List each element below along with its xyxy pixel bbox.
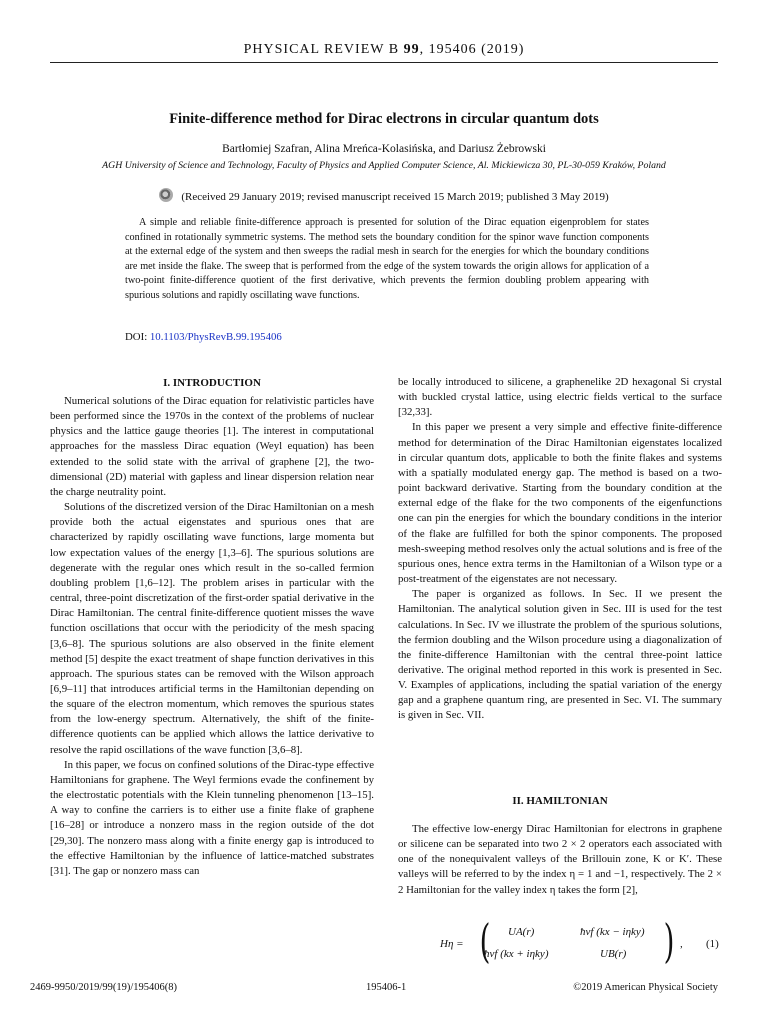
- paragraph: be locally introduced to silicene, a graphenelike 2D hexagonal Si crystal with buckled crystal lattice, using electric fields vertical to the surface [32,33].: [398, 376, 722, 419]
- paragraph: Numerical solutions of the Dirac equation for relativistic particles have been performed since the 1970s in the context of the problems of nuclear physics and the lattice gauge theories [1]. The interest in computational approaches for the massless Dirac equation (Weyl equation) has been extended to the solid state with the arrival of graphene [2], the two-dimensional (2D) material with gapless and linear dispersion relation near the charge neutrality point.: [50, 395, 374, 498]
- right-column-bottom: [398, 822, 722, 898]
- paragraph: The effective low-energy Dirac Hamiltonian for electrons in graphene or silicene can be separated into two 2 × 2 operators each associated with one of the nonequivalent valleys of the Brillouin zone, K or K′. These valleys will be referred to by the index η = 1 and −1, respectively. The 2 × 2 Hamiltonian for the valley index η takes the form [2],: [398, 823, 722, 896]
- matrix-a21: ħvf (kx + iηky): [484, 948, 549, 960]
- footer-page: 195406-1: [366, 982, 407, 993]
- footer-copyright: ©2019 American Physical Society: [573, 982, 718, 993]
- right-column-top: [398, 375, 722, 724]
- paragraph: In this paper we present a very simple and effective finite-difference method for determination of the Dirac Hamiltonian eigenstates localized in circular quantum dots, applicable to both the finite flakes and systems with a spatially modulated energy gap. The method is based on a two-point backward derivative. Starting from the boundary condition at the external edge of the flake for the two components of the eigenfunctions one can pin the energies for which the boundary conditions in the interior of the flake are fulfilled for both the spinor components. The proposed mesh-sweeping method resolves only the actual solutions and is free of the spurious ones, hence extra terms in the Hamiltonian of a Wilson type or a post-treatment of the eigenstates are not necessary.: [398, 421, 722, 586]
- section-heading-introduction: I. INTRODUCTION: [163, 377, 261, 389]
- doi-line: [125, 331, 282, 343]
- journal-article: , 195406 (2019): [419, 42, 525, 57]
- abstract: A simple and reliable finite-difference approach is presented for solution of the Dirac equation eigenproblem for states confined in rotationally symmetric systems. The method sets the boundary condition for the spinor wave function components at the external edge of the system and then sweeps the radial mesh in search for the energies for which the boundary conditions are met inside the flake. The sweep that is performed from the edge of the system towards the origin allows for application of a two-point finite-difference quotient of the first derivative, which prevents the fermion doubling problem appearing with spurious solutions and rapidly oscillating wave functions.: [125, 217, 649, 301]
- equation-lhs: Hη =: [440, 938, 464, 950]
- journal-name: PHYSICAL REVIEW B: [243, 42, 400, 57]
- authors: Bartłomiej Szafran, Alina Mreńca-Kolasińska, and Dariusz Żebrowski: [222, 143, 546, 155]
- right-paren: ): [663, 914, 675, 968]
- doi-label: DOI:: [125, 331, 150, 343]
- header-rule: [50, 62, 718, 63]
- received-dates: (Received 29 January 2019; revised manuscript received 15 March 2019; published 3 May 2019): [181, 191, 609, 203]
- paragraph: The paper is organized as follows. In Sec. II we present the Hamiltonian. The analytical solution given in Sec. III is used for the test calculations. In Sec. IV we illustrate the problem of the spurious solutions, the fermion doubling and the Wilson procedure using a diagonalization of the finite-difference Hamiltonian with the central three-point lattice derivative. The original method reported in this work is presented in Sec. V. Examples of applications, including the spatial variation of the energy gap and a graphene quantum ring, are presented in Sec. VI. The summary is given in Sec. VII.: [398, 588, 722, 722]
- matrix-a12: ħvf (kx − iηky): [580, 926, 645, 938]
- received-line: [50, 188, 718, 203]
- check-for-updates-icon[interactable]: [159, 188, 173, 202]
- left-paren: (: [479, 914, 491, 968]
- doi-link[interactable]: 10.1103/PhysRevB.99.195406: [149, 331, 282, 343]
- left-column: [50, 394, 374, 879]
- journal-volume: 99: [403, 42, 420, 57]
- footer-issn: 2469-9950/2019/99(19)/195406(8): [30, 982, 177, 993]
- paragraph: Solutions of the discretized version of the Dirac Hamiltonian on a mesh provide both the actual eigenstates and spurious ones that are characterized by rapidly oscillating wave functions, large momenta but low expectation values of the energy [1,3–6]. The spurious solutions are degenerate with the regular ones which result in the so-called fermion doubling problem [1,6–12]. The problem arises in particular with the central, three-point discretization of the first-order spatial derivative in the Dirac Hamiltonian. The central finite-difference quotient misses the wave function oscillations that occur with the periodicity of the mesh spacing [3,6–8]. The spurious solutions are also observed in the finite element method [5] despite the exact treatment of shape function derivatives in this approach. The spurious states can be removed with the Wilson approach [6,9–11] that introduces artificial terms in the Hamiltonian depending on the square of the electron momentum, which removes the spurious states from the low-energy spectrum. Alternatively, the shift of the finite-difference quotients can be applied which allows the lattice derivative to resolve the rapid oscillations of the wave function [3,6–8].: [50, 501, 374, 756]
- section-heading-hamiltonian: II. HAMILTONIAN: [512, 795, 608, 807]
- affiliation: AGH University of Science and Technology, Faculty of Physics and Applied Computer Science, Al. Mickiewicza 30, PL-30-059 Kraków, Poland: [102, 160, 666, 171]
- equation-comma: ,: [680, 938, 683, 950]
- paper-title: Finite-difference method for Dirac electrons in circular quantum dots: [169, 111, 599, 127]
- paragraph: In this paper, we focus on confined solutions of the Dirac-type effective Hamiltonians for graphene. The Weyl fermions evade the confinement by the electrostatic potentials with the Klein tunneling phenomenon [13–15]. A way to confine the carriers is to either use a finite flake of graphene [16–28] or introduce a nonzero mass in the region outside of the dot [29,30]. The nonzero mass along with a finite energy gap is introduced to the effective Hamiltonian by the influence of lattice-matched substrates [31]. The gap or nonzero mass can: [50, 758, 374, 877]
- equation-1: [440, 914, 719, 970]
- matrix-a11: UA(r): [508, 926, 535, 938]
- equation-number: (1): [706, 938, 719, 950]
- journal-header: [0, 42, 768, 58]
- matrix-a22: UB(r): [600, 948, 627, 960]
